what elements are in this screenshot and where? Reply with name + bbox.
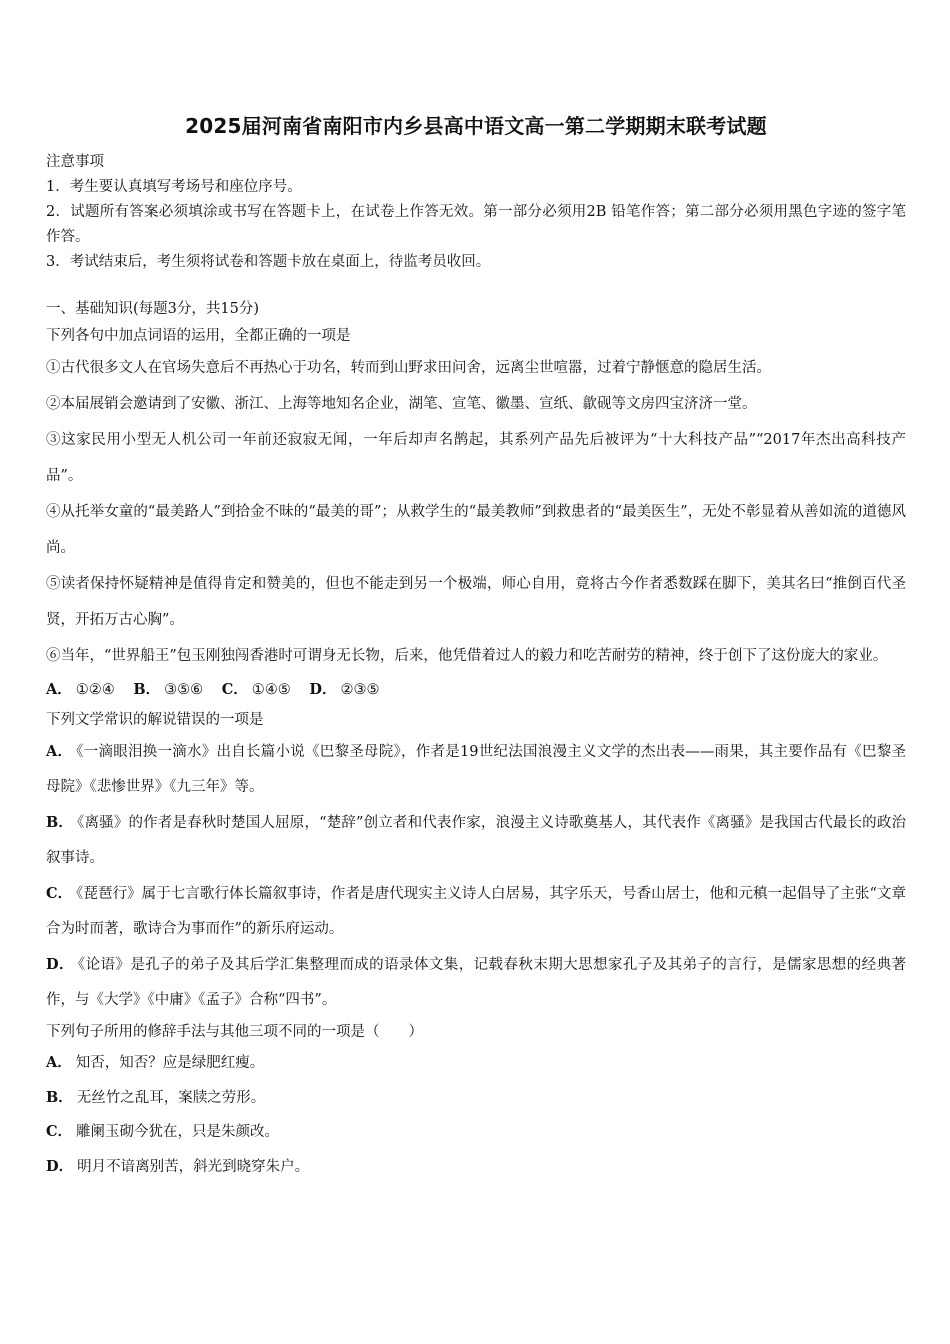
question-1-options <box>46 674 906 706</box>
option-letter: D． <box>46 956 74 973</box>
option-text: 明月不谙离别苦，斜光到晓穿朱户。 <box>77 1158 310 1175</box>
question-1-option-d[interactable] <box>309 682 379 698</box>
question-1-sentence: ④从托举女童的“最美路人”到拾金不昧的“最美的哥”；从救学生的“最美教师”到救患者的“最美医生”，无处不彰显着从善如流的道德风尚。 <box>46 504 906 556</box>
page-title: 2025届河南省南阳市内乡县高中语文高一第二学期期末联考试题 <box>185 114 767 138</box>
option-letter: D． <box>309 681 337 698</box>
notice-item: 3．考试结束后，考生须将试卷和答题卡放在桌面上，待监考员收回。 <box>46 254 491 270</box>
question-3-option-b[interactable] <box>46 1081 906 1116</box>
notice-list <box>46 175 906 275</box>
question-3-option-d[interactable] <box>46 1150 906 1185</box>
notice-heading: 注意事项 <box>46 154 104 170</box>
notice-item: 1．考生要认真填写考场号和座位序号。 <box>46 179 302 195</box>
question-1-option-c[interactable] <box>222 682 291 698</box>
question-1-option-a[interactable] <box>46 682 115 698</box>
question-1-sentence: ⑤读者保持怀疑精神是值得肯定和赞美的，但也不能走到另一个极端，师心自用，竟将古今作者悉数踩在脚下，美其名曰“推倒百代圣贤，开拓万古心胸”。 <box>46 576 906 628</box>
question-2-option-d[interactable] <box>46 947 906 1018</box>
option-text: 雕阑玉砌今犹在，只是朱颜改。 <box>76 1124 280 1140</box>
question-2-stem: 下列文学常识的解说错误的一项是 <box>46 712 264 728</box>
option-letter: C． <box>46 885 73 902</box>
option-text: ①④⑤ <box>251 682 291 698</box>
section-heading: 一、基础知识(每题3分，共15分) <box>46 301 259 317</box>
question-2-option-b[interactable] <box>46 805 906 876</box>
option-letter: A． <box>46 681 72 698</box>
question-3-option-c[interactable] <box>46 1115 906 1150</box>
option-text: ③⑤⑥ <box>164 682 204 698</box>
option-text: 《琵琶行》属于七言歌行体长篇叙事诗，作者是唐代现实主义诗人白居易，其字乐天，号香山居士，他和元稹一起倡导了主张“文章合为时而著，歌诗合为事而作”的新乐府运动。 <box>46 886 906 937</box>
option-letter: C． <box>221 681 248 698</box>
option-text: 无丝竹之乱耳，案牍之劳形。 <box>76 1089 266 1106</box>
option-letter: B． <box>133 681 161 698</box>
notice-item: 2．试题所有答案必须填涂或书写在答题卡上，在试卷上作答无效。第一部分必须用2B 铅笔作答；第二部分必须用黑色字迹的签字笔作答。 <box>46 204 906 245</box>
option-text: 《离骚》的作者是春秋时楚国人屈原，“楚辞”创立者和代表作家，浪漫主义诗歌奠基人，其代表作《离骚》是我国古代最长的政治叙事诗。 <box>46 815 906 866</box>
question-3-stem: 下列句子所用的修辞手法与其他三项不同的一项是（ ） <box>46 1024 423 1040</box>
option-letter: C． <box>46 1123 73 1140</box>
question-3-option-a[interactable] <box>46 1046 906 1081</box>
option-text: ②③⑤ <box>340 682 380 698</box>
option-text: 《论语》是孔子的弟子及其后学汇集整理而成的语录体文集，记载春秋末期大思想家孔子及其弟子的言行，是儒家思想的经典著作，与《大学》《中庸》《孟子》合称“四书”。 <box>46 957 907 1008</box>
question-1-sentence: ③这家民用小型无人机公司一年前还寂寂无闻，一年后却声名鹊起，其系列产品先后被评为“十大科技产品”“2017年杰出高科技产品”。 <box>46 432 906 484</box>
option-text: 知否，知否？应是绿肥红瘦。 <box>75 1055 265 1071</box>
option-letter: B． <box>46 814 74 831</box>
option-letter: B． <box>46 1088 73 1106</box>
option-letter: D． <box>46 1157 74 1175</box>
option-text: 《一滴眼泪换一滴水》出自长篇小说《巴黎圣母院》，作者是19世纪法国浪漫主义文学的杰出表——雨果，其主要作品有《巴黎圣母院》《悲惨世界》《九三年》等。 <box>46 744 906 795</box>
option-text: ①②④ <box>75 682 115 698</box>
option-letter: A． <box>46 1054 72 1071</box>
question-1-sentence: ⑥当年，“世界船王”包玉刚独闯香港时可谓身无长物，后来，他凭借着过人的毅力和吃苦耐劳的精神，终于创下了这份庞大的家业。 <box>46 648 888 664</box>
question-1-sentence: ②本届展销会邀请到了安徽、浙江、上海等地知名企业，湖笔、宣笔、徽墨、宣纸、歙砚等文房四宝济济一堂。 <box>46 396 757 412</box>
option-letter: A． <box>46 743 73 760</box>
question-2-option-a[interactable] <box>46 734 906 805</box>
question-1-sentence: ①古代很多文人在官场失意后不再热心于功名，转而到山野求田问舍，远离尘世喧嚣，过着宁静惬意的隐居生活。 <box>46 360 771 376</box>
question-2-option-c[interactable] <box>46 876 906 947</box>
question-1-stem: 下列各句中加点词语的运用，全都正确的一项是 <box>46 328 351 344</box>
exam-page <box>46 112 906 1184</box>
question-1-option-b[interactable] <box>133 682 203 698</box>
